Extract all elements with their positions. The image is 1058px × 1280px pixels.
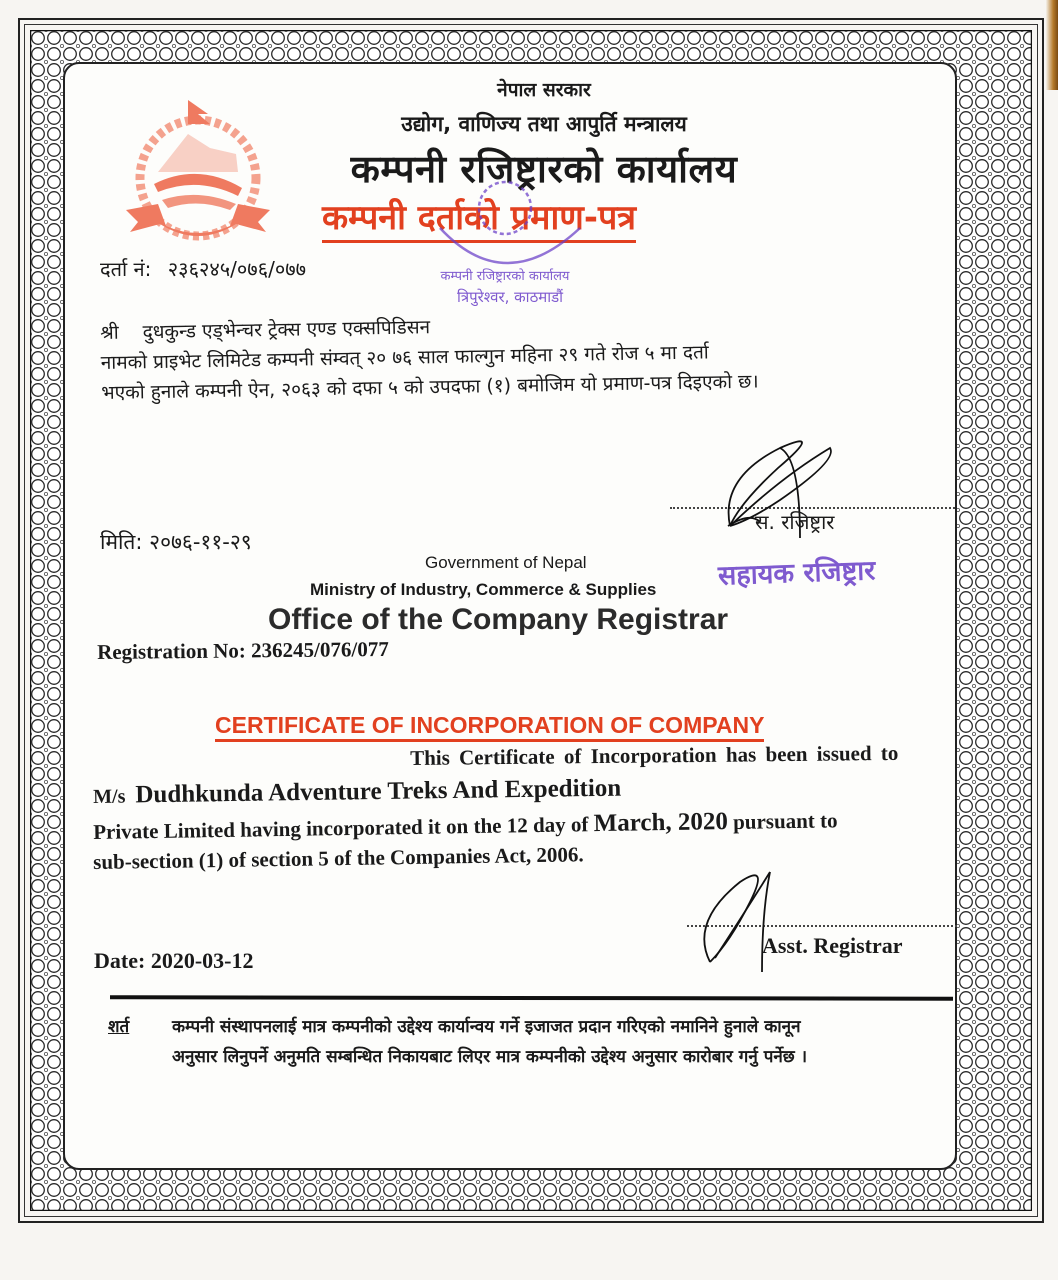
asst-registrar-label: Asst. Registrar bbox=[762, 933, 903, 958]
stamp-line-1: कम्पनी रजिष्ट्रारको कार्यालय bbox=[440, 269, 570, 284]
company-prefix: M/s bbox=[93, 785, 126, 808]
nepali-registration-number bbox=[100, 255, 306, 282]
nepali-government-heading: नेपाल सरकार bbox=[497, 79, 591, 101]
nepali-registration-value: २३६२४५/०७६/०७७ bbox=[167, 257, 307, 281]
english-company-name: Dudhkunda Adventure Treks And Expedition bbox=[135, 774, 622, 809]
nepali-date-label: मिति: bbox=[100, 530, 143, 554]
nepali-body-line-3: भएको हुनाले कम्पनी ऐन, २०६३ को दफा ५ को उपदफा (१) बमोजिम यो प्रमाण-पत्र दिइएको छ। bbox=[101, 370, 759, 404]
act-reference-line: sub-section (1) of section 5 of the Companies Act, 2006. bbox=[93, 842, 584, 874]
terms-label: शर्त bbox=[108, 1017, 130, 1037]
english-registration-value: 236245/076/077 bbox=[250, 636, 389, 663]
nepali-company-name: दुधकुन्ड एड्भेन्चर ट्रेक्स एण्ड एक्सपिडिसन bbox=[142, 316, 431, 344]
english-date-value: 2020-03-12 bbox=[150, 948, 254, 973]
nepali-body-line-2: नामको प्राइभेट लिमिटेड कम्पनी संम्वत् २० ७६ साल फाल्गुन महिना २९ गते रोज ५ मा दर्ता bbox=[100, 341, 709, 374]
english-certificate-title: CERTIFICATE OF INCORPORATION OF COMPANY bbox=[215, 712, 764, 742]
nepali-registration-label: दर्ता नं: bbox=[100, 257, 152, 281]
english-office-heading: Office of the Company Registrar bbox=[268, 603, 729, 636]
terms-text bbox=[172, 1012, 807, 1072]
nepali-certificate-title: कम्पनी दर्ताको प्रमाण-पत्र bbox=[322, 198, 636, 243]
terms-line-1: कम्पनी संस्थापनलाई मात्र कम्पनीको उद्देश्य कार्यान्वय गर्ने इजाजत प्रदान गरिएको नमानिने हुनाले कानून bbox=[172, 1017, 801, 1037]
nepali-registrar-label: स. रजिष्ट्रार bbox=[755, 510, 835, 534]
incorporation-date: March, 2020 bbox=[593, 808, 729, 838]
incorporation-text-start: Private Limited having incorporated it on the 12 day of bbox=[93, 812, 589, 844]
nepali-certificate-body bbox=[100, 303, 941, 408]
english-registration-number bbox=[97, 637, 389, 665]
incorporation-text-end: pursuant to bbox=[732, 808, 838, 834]
issued-to-statement: This Certificate of Incorporation has been issued to bbox=[410, 740, 899, 770]
english-date-label: Date: bbox=[94, 948, 146, 973]
english-ministry-heading: Ministry of Industry, Commerce & Supplies bbox=[310, 580, 657, 599]
nepali-date bbox=[100, 528, 252, 556]
office-stamp-seal bbox=[410, 168, 600, 318]
nepali-office-heading: कम्पनी रजिष्ट्रारको कार्यालय bbox=[350, 147, 738, 191]
english-registration-label: Registration No: bbox=[97, 638, 246, 664]
stamp-line-2: त्रिपुरेश्वर, काठमाडौं bbox=[456, 288, 564, 306]
english-government-heading: Government of Nepal bbox=[425, 553, 587, 572]
assistant-registrar-stamp: सहायक रजिष्ट्रार bbox=[717, 555, 876, 592]
nepali-honorific: श्री bbox=[100, 321, 119, 344]
nepali-date-value: २०७६-११-२९ bbox=[149, 530, 252, 554]
english-date bbox=[94, 948, 253, 974]
nepali-ministry-heading: उद्योग, वाणिज्य तथा आपुर्ति मन्त्रालय bbox=[401, 112, 687, 136]
terms-line-2: अनुसार लिनुपर्ने अनुमति सम्बन्धित निकायबाट लिएर मात्र कम्पनीको उद्देश्य अनुसार कारोबार गर्नु पर्नेछ । bbox=[172, 1047, 808, 1067]
